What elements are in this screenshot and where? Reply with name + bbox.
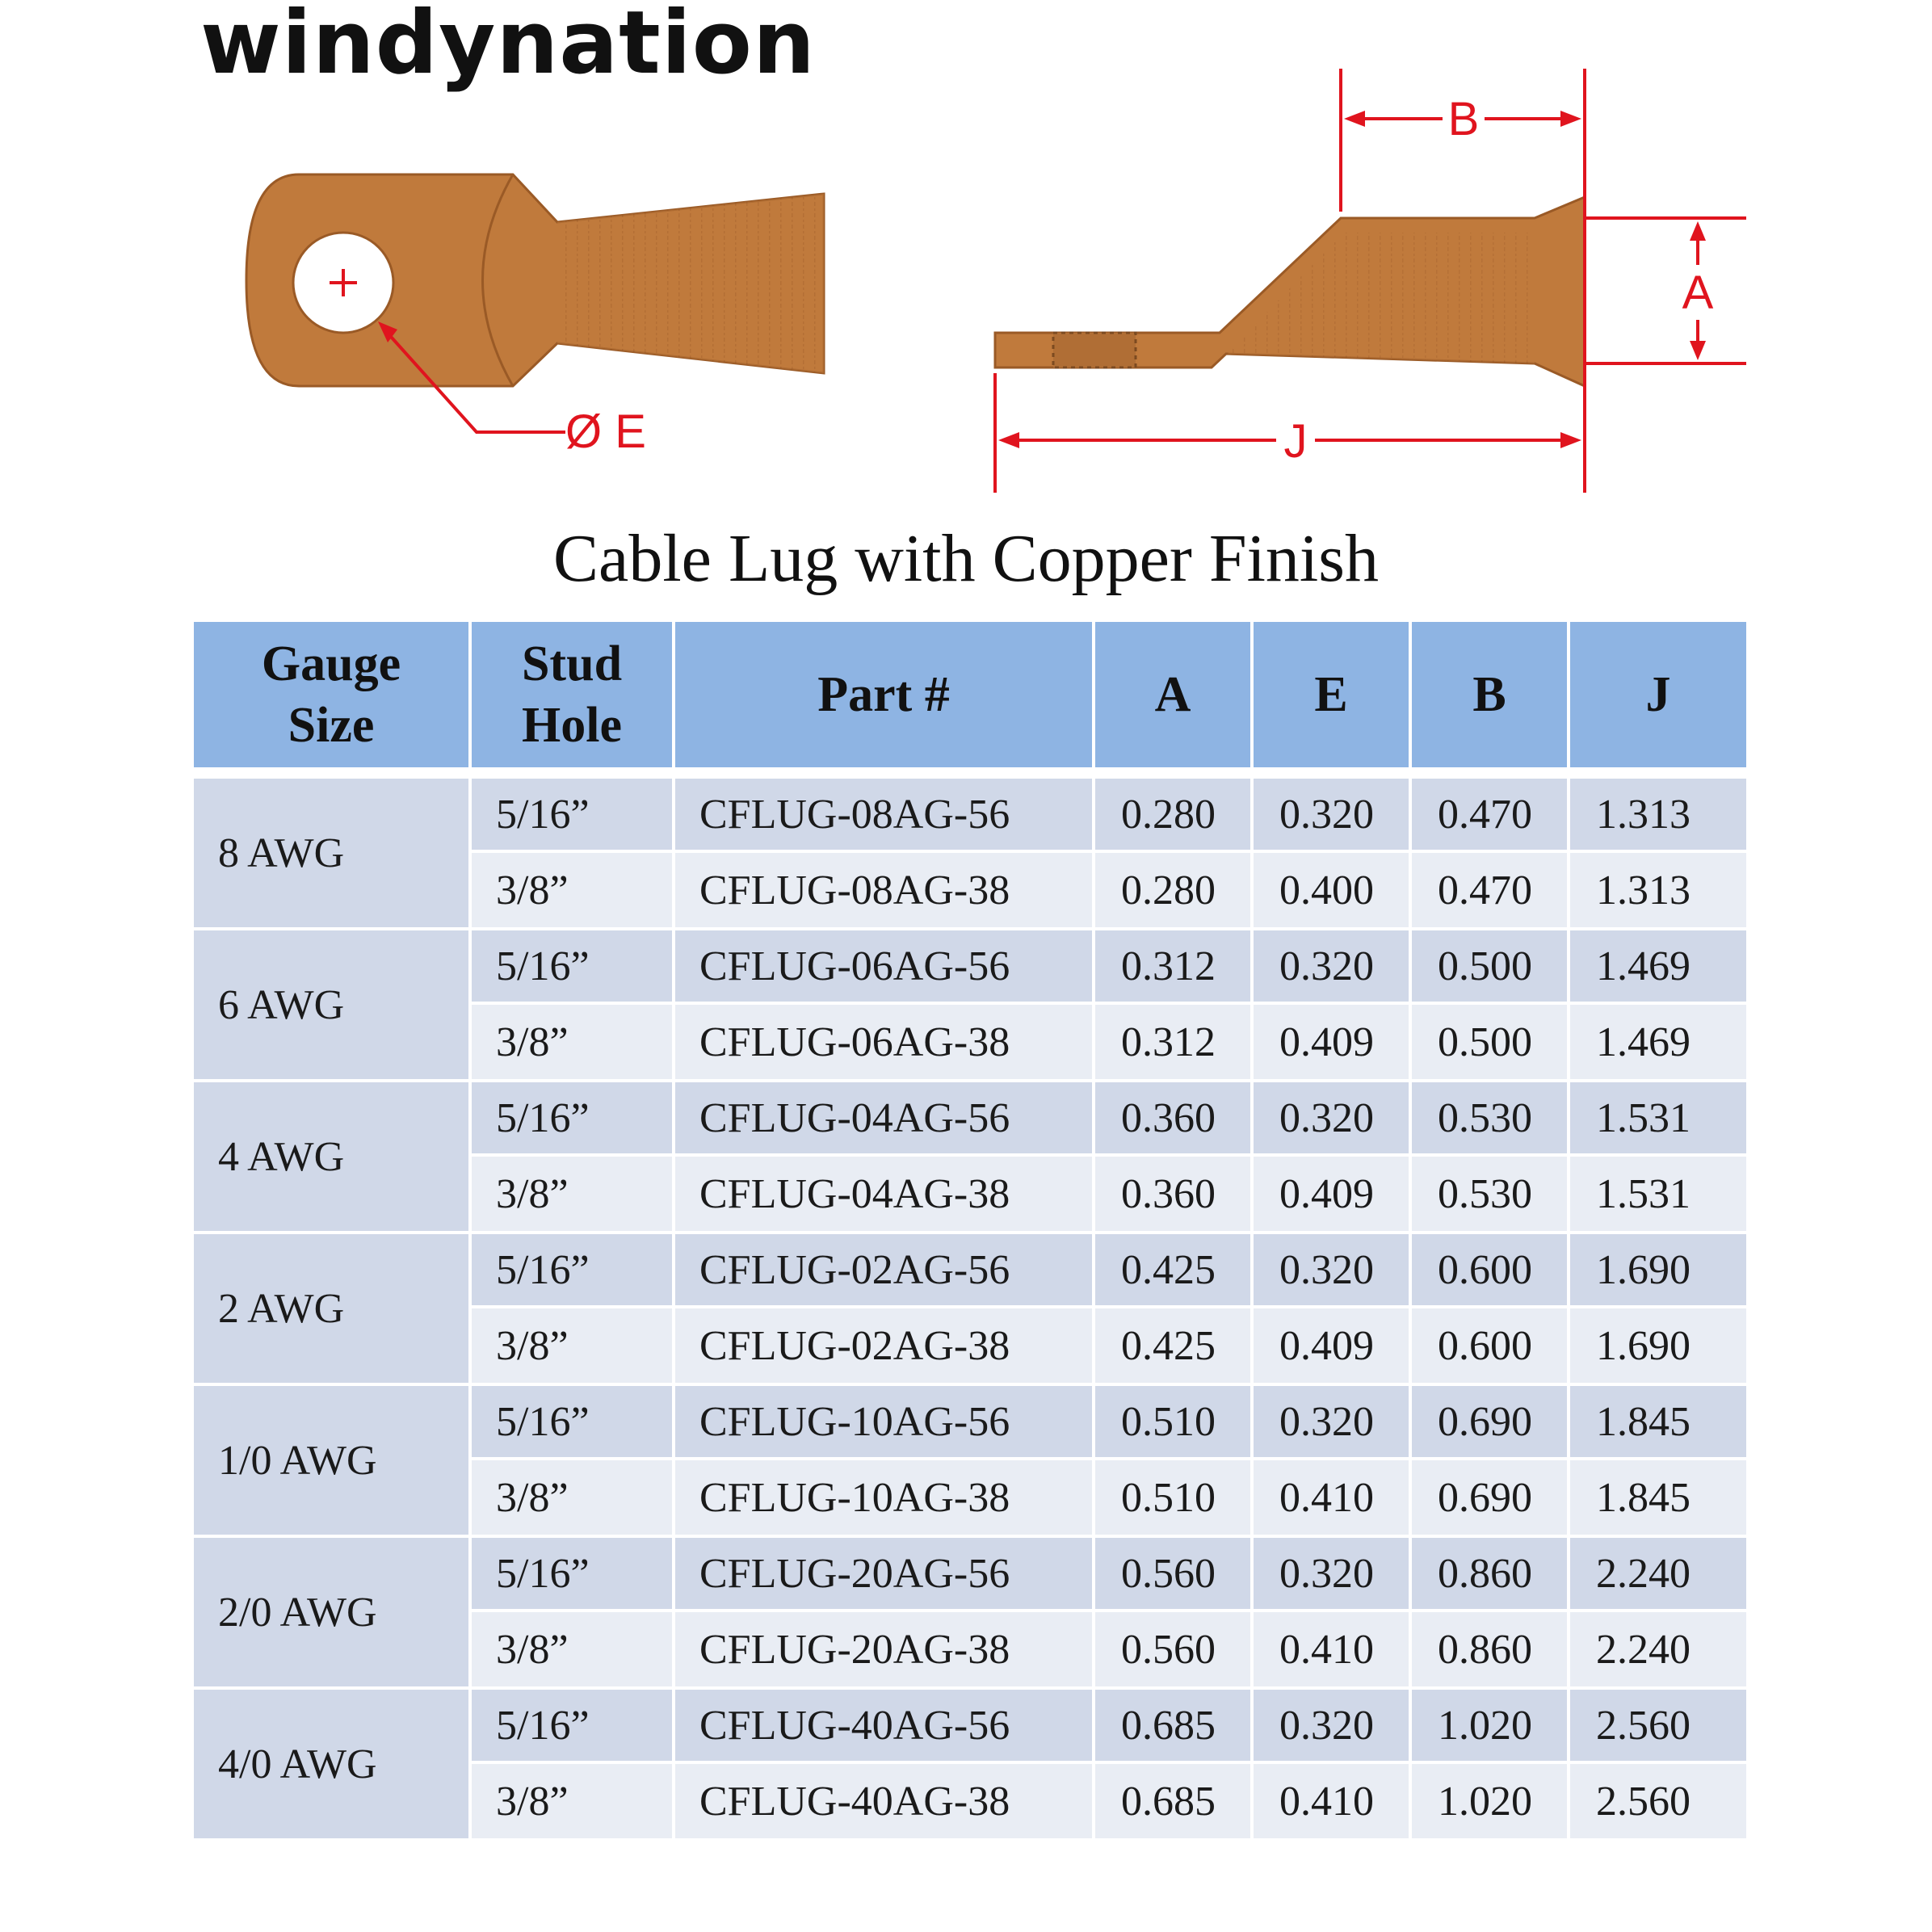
j-value-cell: 1.469 bbox=[1569, 1003, 1748, 1081]
b-value-cell: 1.020 bbox=[1410, 1688, 1569, 1762]
header-stud-line2: Hole bbox=[522, 698, 622, 753]
part-number-cell: CFLUG-10AG-56 bbox=[674, 1384, 1094, 1459]
a-value-cell: 0.280 bbox=[1094, 851, 1252, 929]
table-row bbox=[192, 1536, 1748, 1611]
e-value-cell: 0.320 bbox=[1252, 1384, 1410, 1459]
e-value-cell: 0.410 bbox=[1252, 1459, 1410, 1536]
b-value-cell: 0.690 bbox=[1410, 1459, 1569, 1536]
b-value-cell: 0.600 bbox=[1410, 1307, 1569, 1384]
header-j: J bbox=[1569, 620, 1748, 769]
header-row bbox=[192, 620, 1748, 769]
e-value-cell: 0.409 bbox=[1252, 1003, 1410, 1081]
gauge-cell: 2 AWG bbox=[192, 1233, 470, 1384]
a-value-cell: 0.685 bbox=[1094, 1762, 1252, 1840]
lug-top-view bbox=[246, 174, 824, 432]
j-value-cell: 1.690 bbox=[1569, 1307, 1748, 1384]
stud-hole-cell: 5/16” bbox=[470, 1233, 674, 1307]
header-e: E bbox=[1252, 620, 1410, 769]
part-number-cell: CFLUG-20AG-38 bbox=[674, 1611, 1094, 1688]
j-value-cell: 2.240 bbox=[1569, 1611, 1748, 1688]
a-value-cell: 0.312 bbox=[1094, 1003, 1252, 1081]
part-number-cell: CFLUG-40AG-56 bbox=[674, 1688, 1094, 1762]
part-number-cell: CFLUG-02AG-38 bbox=[674, 1307, 1094, 1384]
header-gap bbox=[192, 769, 1748, 777]
table-row bbox=[192, 1688, 1748, 1762]
e-value-cell: 0.400 bbox=[1252, 851, 1410, 929]
b-value-cell: 0.530 bbox=[1410, 1155, 1569, 1233]
a-value-cell: 0.360 bbox=[1094, 1155, 1252, 1233]
part-number-cell: CFLUG-02AG-56 bbox=[674, 1233, 1094, 1307]
e-value-cell: 0.410 bbox=[1252, 1762, 1410, 1840]
j-value-cell: 1.313 bbox=[1569, 777, 1748, 851]
table-row bbox=[192, 777, 1748, 851]
part-number-cell: CFLUG-20AG-56 bbox=[674, 1536, 1094, 1611]
b-value-cell: 0.500 bbox=[1410, 929, 1569, 1003]
a-value-cell: 0.560 bbox=[1094, 1611, 1252, 1688]
e-value-cell: 0.410 bbox=[1252, 1611, 1410, 1688]
table-row bbox=[192, 929, 1748, 1003]
a-value-cell: 0.510 bbox=[1094, 1384, 1252, 1459]
e-value-cell: 0.320 bbox=[1252, 1536, 1410, 1611]
header-a: A bbox=[1094, 620, 1252, 769]
gauge-cell: 4/0 AWG bbox=[192, 1688, 470, 1840]
header-gauge-size bbox=[192, 620, 470, 769]
stud-hole-cell: 3/8” bbox=[470, 1307, 674, 1384]
b-value-cell: 0.530 bbox=[1410, 1081, 1569, 1155]
a-value-cell: 0.560 bbox=[1094, 1536, 1252, 1611]
stud-hole-cell: 3/8” bbox=[470, 1003, 674, 1081]
stud-hole-cell: 3/8” bbox=[470, 1155, 674, 1233]
header-part: Part # bbox=[674, 620, 1094, 769]
stud-hole-cell: 5/16” bbox=[470, 1081, 674, 1155]
cable-lug-diagram bbox=[0, 0, 1932, 517]
header-stud-line1: Stud bbox=[521, 636, 623, 691]
b-value-cell: 0.690 bbox=[1410, 1384, 1569, 1459]
b-value-cell: 1.020 bbox=[1410, 1762, 1569, 1840]
a-value-cell: 0.312 bbox=[1094, 929, 1252, 1003]
j-value-cell: 1.845 bbox=[1569, 1384, 1748, 1459]
windynation-logo: windynation bbox=[200, 0, 816, 94]
table-row bbox=[192, 1384, 1748, 1459]
e-value-cell: 0.320 bbox=[1252, 1233, 1410, 1307]
j-value-cell: 2.560 bbox=[1569, 1688, 1748, 1762]
e-value-cell: 0.409 bbox=[1252, 1307, 1410, 1384]
j-value-cell: 2.560 bbox=[1569, 1762, 1748, 1840]
gauge-cell: 6 AWG bbox=[192, 929, 470, 1081]
header-stud-hole bbox=[470, 620, 674, 769]
stud-hole-cell: 3/8” bbox=[470, 1459, 674, 1536]
stud-hole-cell: 3/8” bbox=[470, 1611, 674, 1688]
part-number-cell: CFLUG-04AG-38 bbox=[674, 1155, 1094, 1233]
gauge-cell: 1/0 AWG bbox=[192, 1384, 470, 1536]
dimension-a-label: A bbox=[1682, 267, 1714, 319]
stud-hole-cell: 5/16” bbox=[470, 1384, 674, 1459]
dimension-b-label: B bbox=[1447, 93, 1480, 145]
header-gap-cell bbox=[192, 769, 1748, 777]
j-value-cell: 1.690 bbox=[1569, 1233, 1748, 1307]
hole-diameter-label: Ø E bbox=[565, 405, 646, 458]
b-value-cell: 0.470 bbox=[1410, 851, 1569, 929]
j-value-cell: 1.313 bbox=[1569, 851, 1748, 929]
header-gauge-line2: Size bbox=[288, 698, 375, 753]
a-value-cell: 0.510 bbox=[1094, 1459, 1252, 1536]
header-gauge-line1: Gauge bbox=[261, 636, 401, 691]
e-value-cell: 0.320 bbox=[1252, 1081, 1410, 1155]
header-b: B bbox=[1410, 620, 1569, 769]
a-value-cell: 0.425 bbox=[1094, 1307, 1252, 1384]
j-value-cell: 1.469 bbox=[1569, 929, 1748, 1003]
j-value-cell: 1.531 bbox=[1569, 1081, 1748, 1155]
table-row bbox=[192, 1233, 1748, 1307]
a-value-cell: 0.360 bbox=[1094, 1081, 1252, 1155]
dimension-j-label: J bbox=[1283, 415, 1308, 468]
part-number-cell: CFLUG-06AG-38 bbox=[674, 1003, 1094, 1081]
gauge-cell: 8 AWG bbox=[192, 777, 470, 929]
stud-hole-cell: 3/8” bbox=[470, 1762, 674, 1840]
b-value-cell: 0.600 bbox=[1410, 1233, 1569, 1307]
j-value-cell: 1.531 bbox=[1569, 1155, 1748, 1233]
j-value-cell: 2.240 bbox=[1569, 1536, 1748, 1611]
stud-hole-cell: 5/16” bbox=[470, 777, 674, 851]
a-value-cell: 0.280 bbox=[1094, 777, 1252, 851]
b-value-cell: 0.500 bbox=[1410, 1003, 1569, 1081]
j-value-cell: 1.845 bbox=[1569, 1459, 1748, 1536]
b-value-cell: 0.470 bbox=[1410, 777, 1569, 851]
part-number-cell: CFLUG-08AG-38 bbox=[674, 851, 1094, 929]
spec-table bbox=[191, 619, 1749, 1842]
part-number-cell: CFLUG-06AG-56 bbox=[674, 929, 1094, 1003]
part-number-cell: CFLUG-08AG-56 bbox=[674, 777, 1094, 851]
part-number-cell: CFLUG-40AG-38 bbox=[674, 1762, 1094, 1840]
lug-side-view bbox=[995, 197, 1585, 386]
stud-hole-cell: 3/8” bbox=[470, 851, 674, 929]
stud-hole-cell: 5/16” bbox=[470, 929, 674, 1003]
b-value-cell: 0.860 bbox=[1410, 1611, 1569, 1688]
e-value-cell: 0.320 bbox=[1252, 929, 1410, 1003]
a-value-cell: 0.685 bbox=[1094, 1688, 1252, 1762]
e-value-cell: 0.320 bbox=[1252, 777, 1410, 851]
gauge-cell: 4 AWG bbox=[192, 1081, 470, 1233]
table-row bbox=[192, 1081, 1748, 1155]
b-value-cell: 0.860 bbox=[1410, 1536, 1569, 1611]
page-title: Cable Lug with Copper Finish bbox=[553, 521, 1379, 596]
gauge-cell: 2/0 AWG bbox=[192, 1536, 470, 1688]
e-value-cell: 0.320 bbox=[1252, 1688, 1410, 1762]
stud-hole-cell: 5/16” bbox=[470, 1536, 674, 1611]
e-value-cell: 0.409 bbox=[1252, 1155, 1410, 1233]
part-number-cell: CFLUG-10AG-38 bbox=[674, 1459, 1094, 1536]
part-number-cell: CFLUG-04AG-56 bbox=[674, 1081, 1094, 1155]
a-value-cell: 0.425 bbox=[1094, 1233, 1252, 1307]
table-body bbox=[192, 769, 1748, 1840]
stud-hole-cell: 5/16” bbox=[470, 1688, 674, 1762]
